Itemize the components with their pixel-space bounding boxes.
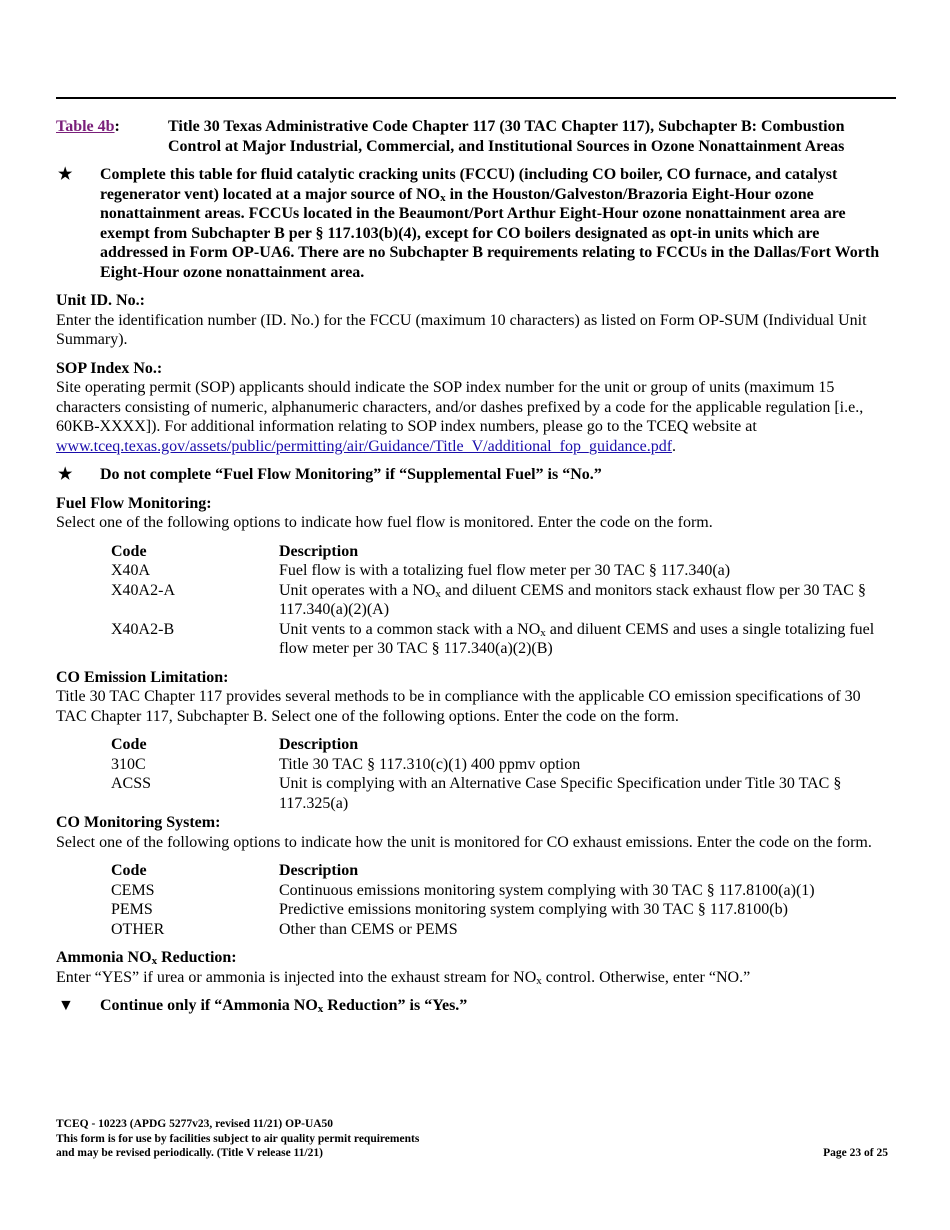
table-row [111, 561, 890, 581]
table-row [111, 920, 890, 940]
description-cell: Predictive emissions monitoring system complying with 30 TAC § 117.8100(b) [279, 901, 788, 918]
code-cell: CEMS [111, 881, 155, 899]
table-header-row [111, 542, 890, 562]
table-ref-link[interactable]: Table 4b [56, 118, 115, 135]
table-title: Title 30 Texas Administrative Code Chapter 117 (30 TAC Chapter 117), Subchapter B: Combustion Control at Major Industrial, Commercial, and Institutional Sources in Ozone Nonattainment Areas [168, 118, 845, 155]
instruction-bullet-continue [56, 996, 890, 1016]
top-rule [56, 97, 896, 99]
table-row [111, 581, 890, 620]
star-icon: ★ [58, 166, 73, 183]
sop-heading: SOP Index No.: [56, 359, 163, 377]
sop-text: Site operating permit (SOP) applicants should indicate the SOP index number for the unit or group of units (maximum 15 characters consisting of numeric, alphanumeric characters, and/or dashes prefixed by a code for the applicable regulation [i.e., 60KB-XXXX]). For additional information relating to SOP index numbers, please go to the TCEQ website at www.tceq.texas.gov/assets/public/permitting/air/Guidance/Title_V/additional_fop_guidance.pdf. [56, 379, 864, 455]
code-cell: OTHER [111, 920, 165, 938]
table-ref [56, 117, 168, 156]
code-cell: ACSS [111, 775, 152, 792]
co-monitor-text: Select one of the following options to indicate how the unit is monitored for CO exhaust emissions. Enter the code on the form. [56, 833, 872, 851]
unit-id-text: Enter the identification number (ID. No.) for the FCCU (maximum 10 characters) as listed on Form OP-SUM (Individual Unit Summary). [56, 311, 867, 348]
description-cell: Unit operates with a $NO_x$ and diluent CEMS and monitors stack exhaust flow per 30 TAC § 117.340(a)(2)(A) [279, 581, 866, 618]
star-icon: ★ [58, 466, 73, 483]
table-row [111, 755, 890, 775]
instruction-bullet-scope [56, 165, 890, 282]
code-cell: X40A2-A [111, 581, 175, 599]
co-limit-table [111, 735, 890, 813]
fuel-flow-table [111, 542, 890, 659]
footer-note-1: This form is for use by facilities subject to air quality permit requirements [56, 1132, 420, 1145]
triangle-down-icon: ▼ [58, 997, 74, 1014]
bullet-text: Continue only if “Ammonia $NO_x$ Reduction” is “Yes.” [100, 997, 468, 1015]
description-column-header: Description [279, 542, 359, 560]
unit-id-heading: Unit ID. No.: [56, 292, 145, 309]
table-row [111, 774, 890, 813]
table-row [111, 620, 890, 659]
page-content [56, 117, 890, 1016]
page-number: Page 23 of 25 [823, 1147, 888, 1159]
co-limit-text: Title 30 TAC Chapter 117 provides several methods to be in compliance with the applicable CO emission specifications of 30 TAC Chapter 117, Subchapter B. Select one of the following options. Enter the code on the form. [56, 688, 861, 725]
description-cell: Title 30 TAC § 117.310(c)(1) 400 ppmv option [279, 755, 581, 773]
code-column-header: Code [111, 862, 147, 879]
code-column-header: Code [111, 736, 147, 753]
table-row [111, 900, 890, 920]
table-header-row [111, 861, 890, 881]
fuel-flow-text: Select one of the following options to indicate how fuel flow is monitored. Enter the code on the form. [56, 514, 713, 531]
page-footer [56, 1117, 888, 1161]
co-monitor-table [111, 861, 890, 939]
code-cell: X40A [111, 562, 151, 579]
guidance-link[interactable]: www.tceq.texas.gov/assets/public/permitting/air/Guidance/Title_V/additional_fop_guidance.pdf [56, 437, 673, 455]
code-column-header: Code [111, 542, 147, 560]
co-monitor-heading: CO Monitoring System: [56, 814, 221, 831]
ammonia-text: Enter “YES” if urea or ammonia is injected into the exhaust stream for $NO_x$ control. Otherwise, enter “NO.” [56, 968, 751, 987]
footer-note-2: and may be revised periodically. (Title V release 11/21) [56, 1147, 323, 1159]
table-header [56, 117, 890, 156]
ammonia-heading: Ammonia $NO_x$ Reduction: [56, 949, 237, 967]
code-cell: 310C [111, 755, 146, 773]
footer-form-id: TCEQ - 10223 (APDG 5277v23, revised 11/21) OP-UA50 [56, 1118, 334, 1130]
table-header-row [111, 735, 890, 755]
co-limit-heading: CO Emission Limitation: [56, 668, 229, 686]
description-cell: Fuel flow is with a totalizing fuel flow meter per 30 TAC § 117.340(a) [279, 562, 731, 579]
description-cell: Unit vents to a common stack with a $NO_x$ and diluent CEMS and uses a single totalizing fuel flow meter per 30 TAC § 117.340(a)(2)(B) [279, 620, 875, 657]
code-cell: X40A2-B [111, 620, 175, 638]
description-cell: Other than CEMS or PEMS [279, 920, 458, 938]
instruction-bullet-fuel [56, 465, 890, 485]
description-cell: Continuous emissions monitoring system complying with 30 TAC § 117.8100(a)(1) [279, 881, 815, 899]
table-ref-colon: : [114, 118, 120, 135]
description-column-header: Description [279, 736, 359, 753]
fuel-flow-heading: Fuel Flow Monitoring: [56, 494, 212, 512]
bullet-text: Complete this table for fluid catalytic cracking units (FCCU) (including CO boiler, CO furnace, and catalyst regenerator vent) located at a major source of $NO_x$ in the Houston/Galveston/Brazoria Eight-Hour ozone nonattainment areas. FCCUs located in the Beaumont/Port Arthur Eight-Hour ozone nonattainment area are exempt from Subchapter B per § 117.103(b)(4), except for CO boilers designated as opt-in units which are addressed in Form OP-UA6. There are no Subchapter B requirements relating to FCCUs in the Dallas/Fort Worth Eight-Hour ozone nonattainment area. [100, 166, 880, 281]
table-row [111, 881, 890, 901]
description-column-header: Description [279, 862, 359, 879]
bullet-text: Do not complete “Fuel Flow Monitoring” if “Supplemental Fuel” is “No.” [100, 466, 602, 483]
description-cell: Unit is complying with an Alternative Case Specific Specification under Title 30 TAC § 117.325(a) [279, 775, 842, 812]
code-cell: PEMS [111, 901, 153, 918]
